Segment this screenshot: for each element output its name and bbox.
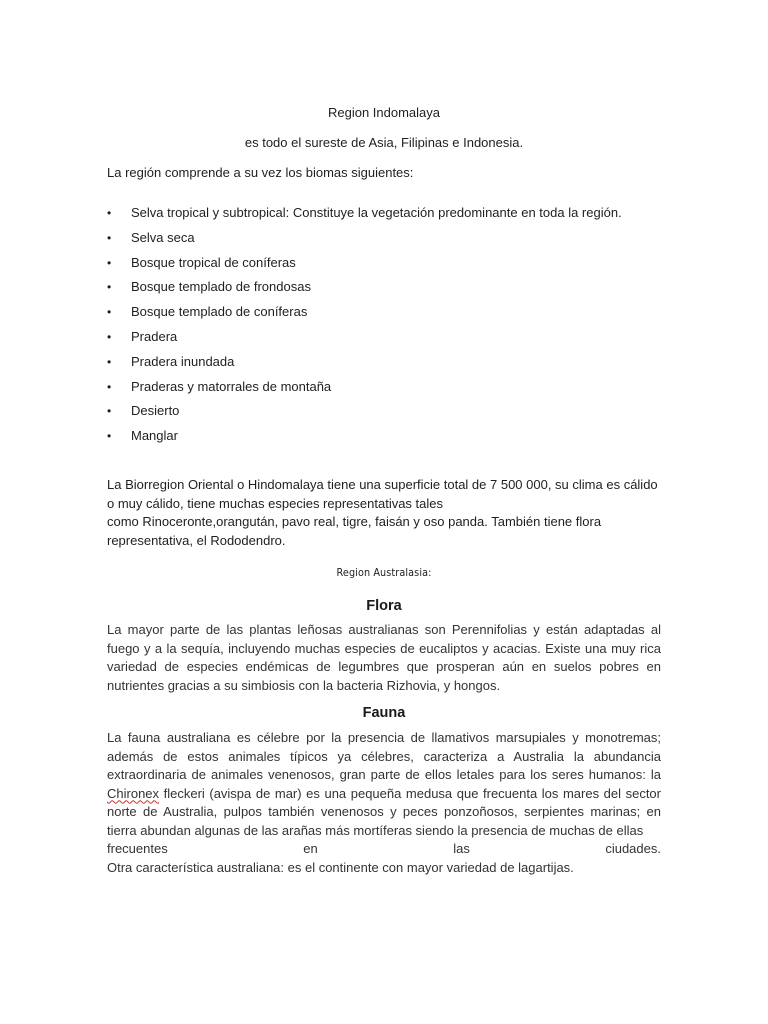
bullet-icon: • [107,305,112,320]
biome-label: Bosque tropical de coníferas [131,254,296,270]
biome-label: Selva tropical y subtropical: Constituye la vegetación predominante en toda la región. [131,205,622,220]
biome-label: Bosque templado de coníferas [131,304,308,320]
fauna-text-part-2: fleckeri (avispa de mar) es una pequeña medusa que frecuenta los mares del sector norte de Australia, pulpos también venenosos y peces ponzoñosos, serpientes marinas; en tierra abundan algunas de las arañas más mortíferas siendo la presencia de muchas de ellas [107,785,661,838]
region-indomalaya-title: Region Indomalaya [327,105,441,120]
oriental-paragraph-line-1: La Biorregion Oriental o Hindomalaya tiene una superficie total de 7 500 000, su clima es cálido o muy cálido, tiene muchas especies representativas tales [107,477,658,511]
biome-label: Pradera [131,328,178,344]
list-item [107,427,661,452]
biomes-intro: La región comprende a su vez los biomas siguientes: [107,165,414,180]
region-indomalaya-subtitle: es todo el sureste de Asia, Filipinas e Indonesia. [244,135,524,150]
oriental-paragraph [107,476,661,550]
bullet-icon: • [107,354,112,369]
bullet-icon: • [107,280,112,295]
flora-paragraph: La mayor parte de las plantas leñosas australianas son Perennifolias y están adaptadas al fuego y a la sequía, incluyendo muchas especies de eucaliptos y acacias. Existe una muy rica variedad de especies endémicas de legumbres que prosperan aún en suelos pobres en nutrientes gracias a su simbiosis con la bacteria Rizhovia, y hongos. [107,622,661,693]
list-item [107,278,661,303]
bullet-icon: • [107,329,112,344]
list-item [107,402,661,427]
fauna-heading: Fauna [362,705,406,721]
flora-heading: Flora [366,598,402,614]
oriental-paragraph-line-2: como Rinoceronte,orangután, pavo real, tigre, faisán y oso panda. También tiene flora representativa, el Rododendro. [107,514,602,548]
biome-label: Selva seca [131,229,195,245]
list-item [107,328,661,353]
biome-list [107,204,661,452]
fauna-text-part-1: La fauna australiana es célebre por la presencia de llamativos marsupiales y monotremas; además de estos animales típicos ya célebres, caracteriza a Australia la abundancia extraordinaria de animales venenosos, gran parte de ellos letales para los seres humanos: la [107,730,661,782]
fauna-text-part-3: frecuentes en las ciudades. [107,841,661,856]
biome-label: Manglar [131,428,178,444]
bullet-icon: • [107,255,112,270]
spellcheck-word-chironex: Chironex [107,785,160,801]
bullet-icon: • [107,230,112,245]
bullet-icon: • [107,429,112,444]
region-australasia-title: Region Australasia: [336,566,432,579]
biome-label: Bosque templado de frondosas [131,279,311,295]
list-item [107,204,661,229]
list-item [107,378,661,403]
bullet-icon: • [107,206,112,220]
fauna-text-part-4: Otra característica australiana: es el continente con mayor variedad de lagartijas. [107,859,574,875]
list-item [107,254,661,279]
list-item [107,229,661,254]
fauna-paragraph [107,729,661,877]
bullet-icon: • [107,379,112,394]
biome-label: Pradera inundada [131,353,235,369]
list-item [107,353,661,378]
biome-label: Praderas y matorrales de montaña [131,378,332,394]
bullet-icon: • [107,404,112,419]
list-item [107,303,661,328]
biome-label: Desierto [131,403,180,419]
